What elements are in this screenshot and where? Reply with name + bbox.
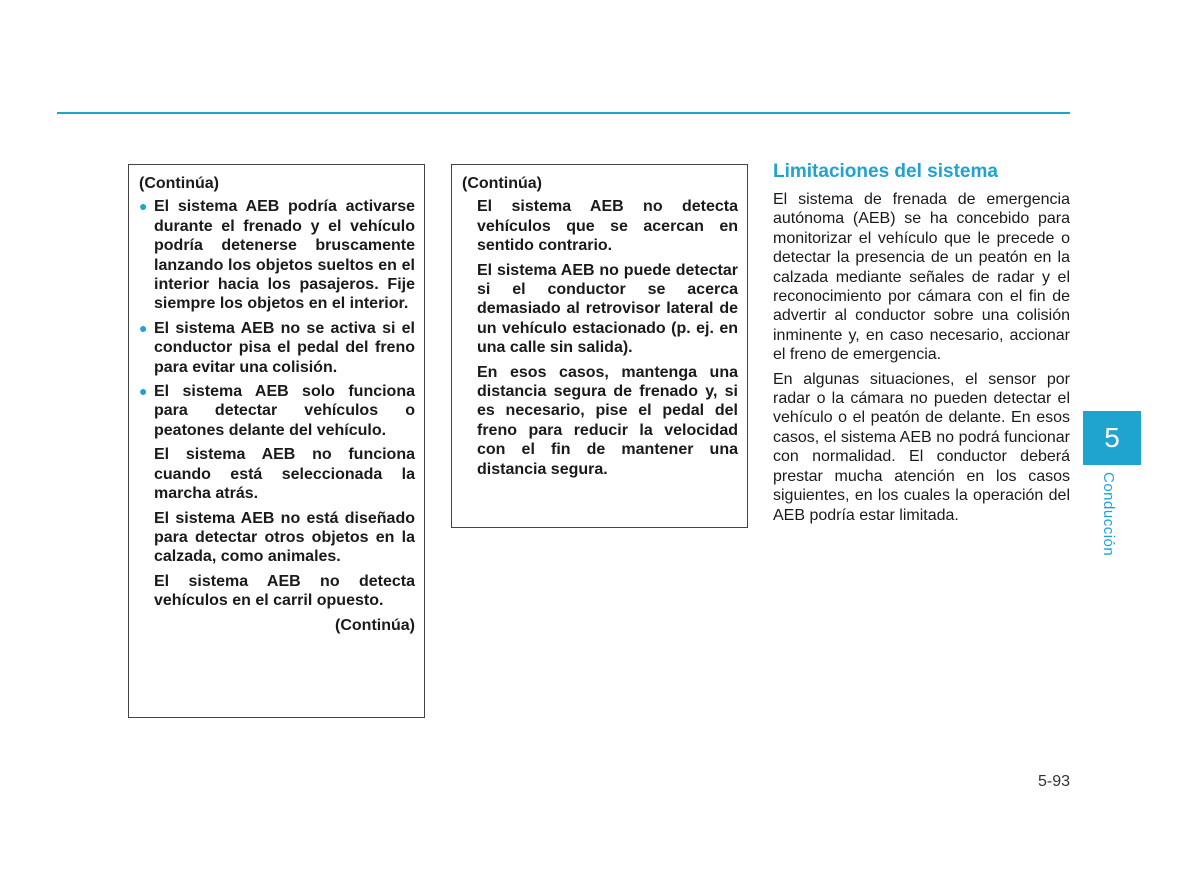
caution-box-middle [451, 164, 748, 528]
continued-label: (Continúa) [462, 175, 542, 192]
paragraph: El sistema AEB no puede detectar si el conductor se acerca demasiado al retrovisor lateral de un vehículo estacionado (p. ej. en una calle sin salida). [477, 261, 738, 357]
paragraph: El sistema AEB no detecta vehículos en el carril opuesto. [154, 572, 415, 610]
continued-label: (Continúa) [335, 616, 415, 634]
section-title: Limitaciones del sistema [773, 161, 998, 182]
paragraph: El sistema AEB no está diseñado para detectar otros objetos en la calzada, como animales. [154, 509, 415, 566]
list-item: ● El sistema AEB no se activa si el conductor pisa el pedal del freno para evitar una colisión. [139, 319, 415, 376]
paragraph: El sistema AEB no funciona cuando está seleccionada la marcha atrás. [154, 446, 415, 503]
bullet-icon: ● [139, 319, 148, 336]
paragraph: En algunas situaciones, el sensor por radar o la cámara no pueden detectar el vehículo o el peatón de delante. En esos casos, el sistema AEB no podrá funcionar con normalidad. El conductor deberá prestar mucha atención en los casos siguientes, en los cuales la operación del AEB podría estar limitada. [773, 370, 1070, 524]
caution-box-left [128, 164, 425, 718]
list-item: ● El sistema AEB solo funciona para detectar vehículos o peatones delante del vehículo. [139, 383, 415, 439]
section-column [773, 160, 1070, 530]
paragraph: El sistema de frenada de emergencia autónoma (AEB) se ha concebido para monitorizar el vehículo que le precede o detectar la presencia de un peatón en la calzada mediante señales de radar y el reconocimiento por cámara con el fin de advertir al conductor sobre una colisión inminente y, en caso necesario, accionar el freno de emergencia. [773, 191, 1070, 364]
page-number: 5-93 [1037, 773, 1070, 790]
continued-label: (Continúa) [139, 175, 219, 192]
paragraph: El sistema AEB no detecta vehículos que se acercan en sentido contrario. [477, 198, 738, 255]
bullet-icon: ● [139, 383, 148, 400]
header-rule [57, 112, 1070, 114]
chapter-tab: 5 [1083, 411, 1141, 465]
bullet-icon: ● [139, 198, 148, 215]
chapter-label: Conducción [1100, 472, 1117, 557]
paragraph: En esos casos, mantenga una distancia segura de frenado y, si es necesario, pise el pedal del freno para reducir la velocidad con el fin de mantener una distancia segura. [477, 363, 738, 478]
list-item: ● El sistema AEB podría activarse durante el frenado y el vehículo podría detenerse bruscamente lanzando los objetos sueltos en el interior hacia los pasajeros. Fije siempre los objetos en el interior. [139, 198, 415, 313]
